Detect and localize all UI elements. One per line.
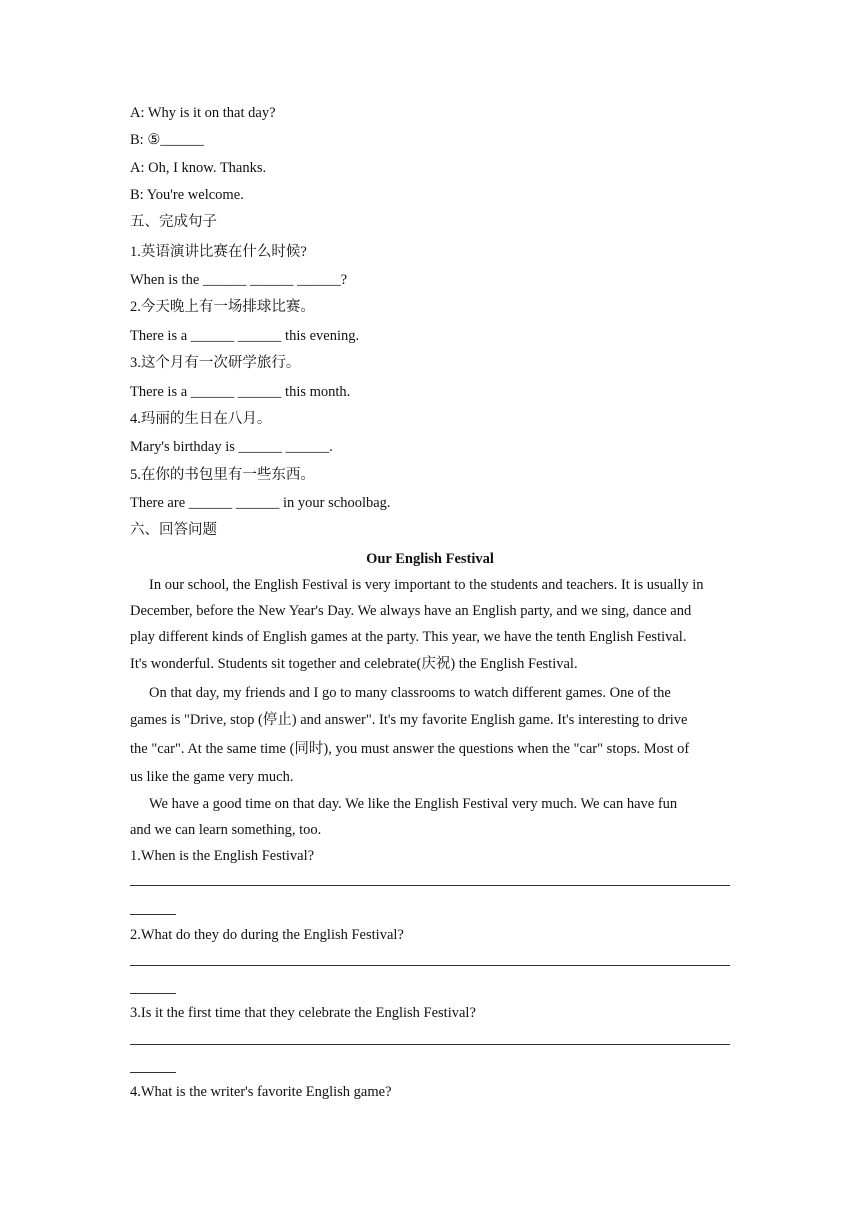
section5-item2-zh: 2.今天晚上有一场排球比赛。 [130, 299, 315, 315]
question-1: 1.When is the English Festival? [130, 848, 315, 864]
section5-item4-zh: 4.玛丽的生日在八月。 [130, 411, 272, 427]
dialogue-line-b2: B: You're welcome. [130, 187, 244, 203]
passage-line: We have a good time on that day. We like the English Festival very much. We can have fun [149, 796, 678, 812]
passage-line: December, before the New Year's Day. We always have an English party, and we sing, dance and [130, 603, 692, 619]
passage-line: In our school, the English Festival is very important to the students and teachers. It is usually in [149, 577, 704, 593]
section5-heading: 五、完成句子 [130, 214, 217, 230]
question-2: 2.What do they do during the English Festival? [130, 927, 404, 943]
passage-line: play different kinds of English games at the party. This year, we have the tenth English Festival. [130, 629, 687, 645]
passage-line: us like the game very much. [130, 769, 294, 785]
passage-title: Our English Festival [366, 551, 494, 567]
passage-line: It's wonderful. Students sit together and celebrate(庆祝) the English Festival. [130, 656, 578, 672]
section5-item5-en: There are ______ ______ in your schoolbag. [130, 495, 391, 511]
section5-item5-zh: 5.在你的书包里有一些东西。 [130, 467, 315, 483]
section5-item2-en: There is a ______ ______ this evening. [130, 328, 360, 344]
question-4: 4.What is the writer's favorite English game? [130, 1084, 392, 1100]
section5-item3-zh: 3.这个月有一次研学旅行。 [130, 355, 301, 371]
answer-line-2[interactable] [130, 965, 730, 966]
dialogue-line-a2: A: Oh, I know. Thanks. [130, 160, 267, 176]
section5-item4-en: Mary's birthday is ______ ______. [130, 439, 333, 455]
passage-line: On that day, my friends and I go to many classrooms to watch different games. One of the [149, 685, 671, 701]
answer-line-3-tail[interactable] [130, 1072, 176, 1073]
dialogue-line-a1: A: Why is it on that day? [130, 105, 276, 121]
section5-item3-en: There is a ______ ______ this month. [130, 384, 351, 400]
dialogue-line-b1: B: ⑤______ [130, 132, 204, 148]
section6-heading: 六、回答问题 [130, 522, 217, 538]
answer-line-1[interactable] [130, 885, 730, 886]
answer-line-3[interactable] [130, 1044, 730, 1045]
section5-item1-en: When is the ______ ______ ______? [130, 272, 348, 288]
section5-item1-zh: 1.英语演讲比赛在什么时候? [130, 244, 307, 260]
question-3: 3.Is it the first time that they celebrate the English Festival? [130, 1005, 476, 1021]
passage-line: games is "Drive, stop (停止) and answer". It's my favorite English game. It's interesting to drive [130, 712, 688, 728]
answer-line-1-tail[interactable] [130, 914, 176, 915]
passage-line: and we can learn something, too. [130, 822, 322, 838]
answer-line-2-tail[interactable] [130, 993, 176, 994]
passage-line: the "car". At the same time (同时), you must answer the questions when the "car" stops. Most of [130, 741, 690, 757]
